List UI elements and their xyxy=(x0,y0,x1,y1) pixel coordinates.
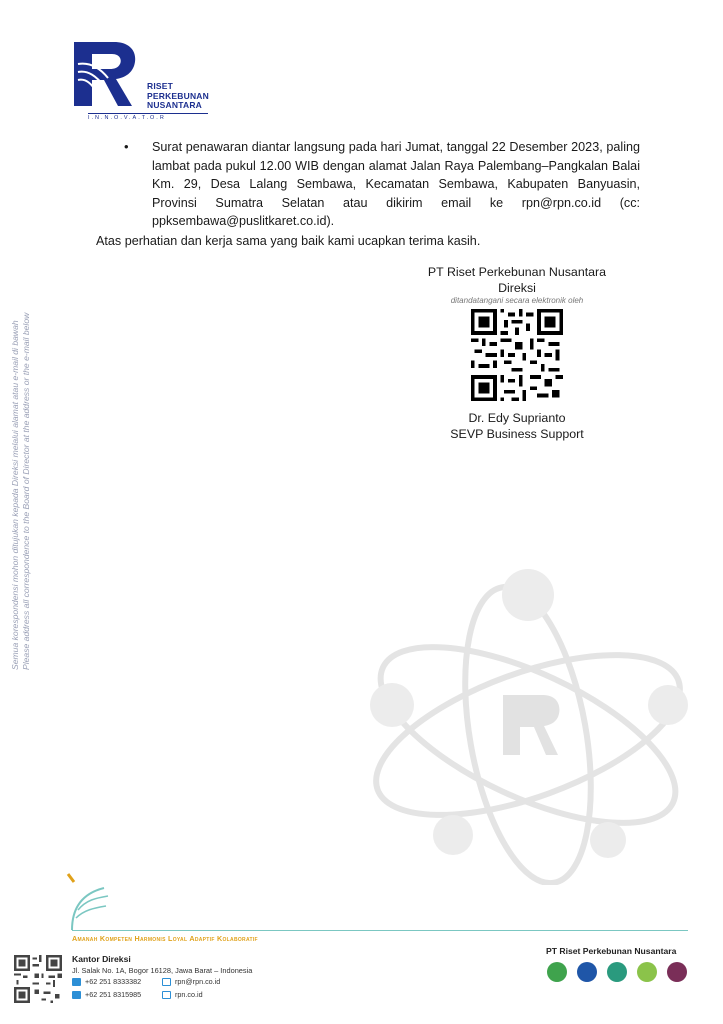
phone-icon xyxy=(72,978,81,986)
website-contact xyxy=(162,990,203,999)
fax-icon xyxy=(72,991,81,999)
company-values: Amanah Kompeten Harmonis Loyal Adaptif Kolaboratif xyxy=(72,934,258,943)
logo-tagline: I.N.N.O.V.A.T.O.R xyxy=(88,113,208,121)
globe-icon xyxy=(162,991,171,999)
email-contact xyxy=(162,977,220,986)
email-text: rpn@rpn.co.id xyxy=(175,977,221,986)
email-icon xyxy=(162,978,171,986)
signature-block xyxy=(412,264,622,442)
badge-3-icon xyxy=(607,962,627,982)
footer-divider xyxy=(72,930,688,931)
signature-company: PT Riset Perkebunan Nusantara xyxy=(427,265,607,279)
bullet-text: Surat penawaran diantar langsung pada hari Jumat, tanggal 22 Desember 2023, paling lambat pada pukul 12.00 WIB dengan alamat Jalan Raya Palembang–Pangkalan Balai Km. 29, Desa Lalang Sembawa, Kecamatan Sembawa, Kabupaten Banyuasin, Provinsi Sumatra Selatan atau dikirim email ke rpn@rpn.co.id (cc: ppksembawa@puslitkaret.co.id). xyxy=(152,140,640,228)
footer-company-name: PT Riset Perkebunan Nusantara xyxy=(546,946,677,956)
logo-line-2: PERKEBUNAN xyxy=(147,90,209,101)
subsidiary-badges xyxy=(546,962,688,982)
phone-2-contact xyxy=(72,990,141,999)
signed-electronically-note: ditandatangani secara elektronik oleh xyxy=(450,296,584,305)
badge-3 xyxy=(606,962,628,982)
office-address: Jl. Salak No. 1A, Bogor 16128, Jawa Barat – Indonesia xyxy=(72,966,253,975)
signature-qr-code xyxy=(471,309,563,401)
phone-2-text: +62 251 8315985 xyxy=(85,990,142,999)
badge-2 xyxy=(576,962,598,982)
bullet-icon: • xyxy=(124,139,129,154)
signature-unit: Direksi xyxy=(498,281,536,295)
rpn-logo-icon xyxy=(70,34,142,110)
badge-4 xyxy=(636,962,658,982)
badge-2-icon xyxy=(577,962,597,982)
phone-1-contact xyxy=(72,977,141,986)
logo-line-1: RISET xyxy=(147,81,174,91)
atom-watermark-icon xyxy=(358,455,698,885)
signatory-name: Dr. Edy Suprianto xyxy=(468,411,566,425)
company-logo xyxy=(70,34,240,124)
badge-1 xyxy=(546,962,568,982)
office-title: Kantor Direksi xyxy=(72,954,131,964)
side-correspondence-note xyxy=(10,312,32,670)
bullet-paragraph xyxy=(124,138,640,231)
side-note-line-2: Please address all correspondence to the Board of Director at the address or the e-mail below xyxy=(21,312,31,670)
badge-5 xyxy=(666,962,688,982)
badge-4-icon xyxy=(637,962,657,982)
side-note-line-1: Semua korespondensi mohon ditujukan kepada Direksi melalui alamat atau e-mail di bawah xyxy=(10,320,20,670)
website-text: rpn.co.id xyxy=(175,990,203,999)
badge-1-icon xyxy=(547,962,567,982)
phone-1-text: +62 251 8333382 xyxy=(85,977,142,986)
office-info xyxy=(72,954,252,976)
signatory-position: SEVP Business Support xyxy=(450,427,584,441)
badge-5-icon xyxy=(667,962,687,982)
closing-sentence: Atas perhatian dan kerja sama yang baik kami ucapkan terima kasih. xyxy=(96,234,481,248)
logo-line-3: NUSANTARA xyxy=(147,100,202,110)
footer-qr-code xyxy=(14,955,62,1003)
